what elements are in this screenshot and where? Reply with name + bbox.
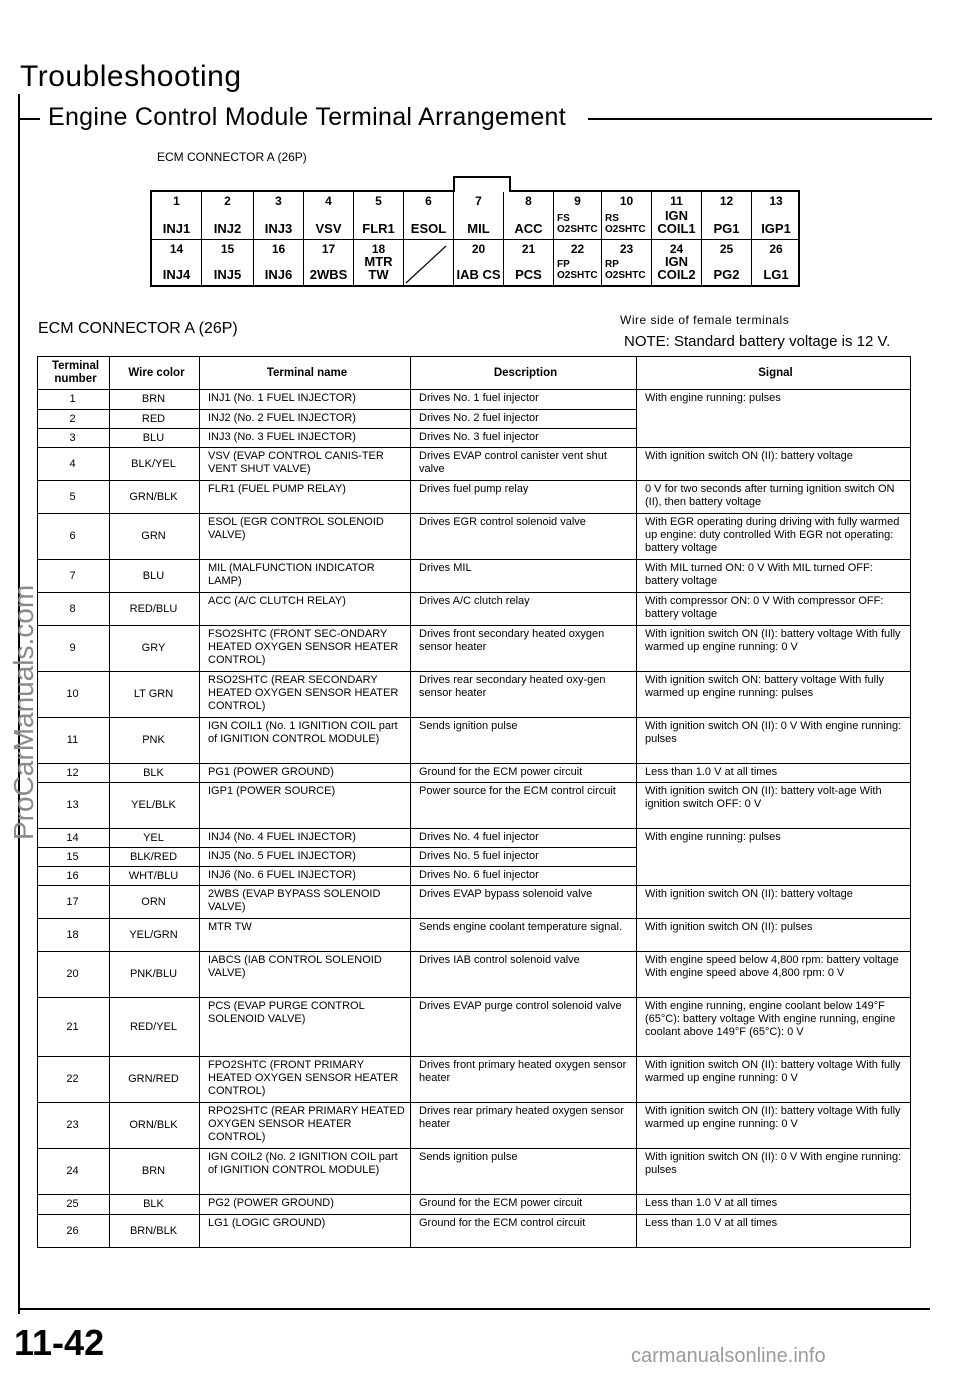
description-cell: Drives No. 1 fuel injector bbox=[411, 390, 637, 410]
connector-key-tab bbox=[453, 176, 511, 192]
terminal-number-cell: 22 bbox=[38, 1057, 110, 1103]
header-signal: Signal bbox=[637, 357, 911, 390]
signal-cell: Less than 1.0 V at all times bbox=[637, 764, 911, 783]
terminal-name-cell: RSO2SHTC (REAR SECONDARY HEATED OXYGEN SENSOR HEATER CONTROL) bbox=[200, 672, 411, 718]
wire-color-cell: BLK/YEL bbox=[110, 448, 200, 481]
connector-pin bbox=[702, 192, 752, 240]
pin-signal: ACC bbox=[514, 221, 543, 236]
pin-number: 9 bbox=[574, 194, 581, 208]
wire-color-cell: LT GRN bbox=[110, 672, 200, 718]
table-row bbox=[38, 829, 911, 848]
signal-cell: With ignition switch ON (II): battery voltage With fully warmed up engine running: 0 V bbox=[637, 1103, 911, 1149]
terminal-number-cell: 16 bbox=[38, 867, 110, 886]
watermark-bottom: carmanualsonline.info bbox=[631, 1345, 826, 1367]
terminal-name-cell: VSV (EVAP CONTROL CANIS-TER VENT SHUT VALVE) bbox=[200, 448, 411, 481]
pin-signal: PCS bbox=[515, 267, 542, 282]
table-row bbox=[38, 593, 911, 626]
wire-color-cell: PNK bbox=[110, 718, 200, 764]
pin-number: 24 bbox=[669, 242, 684, 256]
terminal-number-cell: 15 bbox=[38, 848, 110, 867]
wire-color-cell: RED/BLU bbox=[110, 593, 200, 626]
table-row bbox=[38, 626, 911, 672]
signal-cell: With ignition switch ON (II): battery voltage With fully warmed up engine running: 0 V bbox=[637, 626, 911, 672]
pin-number: 15 bbox=[220, 242, 235, 256]
terminal-number-cell: 2 bbox=[38, 410, 110, 429]
terminal-number-cell: 8 bbox=[38, 593, 110, 626]
connector-pin bbox=[304, 192, 354, 240]
empty-pin-slash bbox=[402, 240, 452, 287]
pin-signal: IAB CS bbox=[456, 267, 501, 282]
header-wire-color: Wire color bbox=[110, 357, 200, 390]
pin-signal: INJ5 bbox=[213, 267, 242, 282]
connector-pin bbox=[752, 240, 800, 285]
terminal-name-cell: PG2 (POWER GROUND) bbox=[200, 1195, 411, 1215]
description-cell: Drives No. 2 fuel injector bbox=[411, 410, 637, 429]
pin-number: 5 bbox=[375, 194, 382, 208]
footer-rule bbox=[18, 1308, 930, 1310]
description-cell: Drives No. 3 fuel injector bbox=[411, 429, 637, 448]
pin-signal: FLR1 bbox=[362, 221, 395, 236]
terminal-name-cell: INJ2 (No. 2 FUEL INJECTOR) bbox=[200, 410, 411, 429]
pin-number: 6 bbox=[425, 194, 432, 208]
pin-number: 18 bbox=[371, 242, 386, 256]
terminal-name-cell: ACC (A/C CLUTCH RELAY) bbox=[200, 593, 411, 626]
terminal-name-cell: FSO2SHTC (FRONT SEC-ONDARY HEATED OXYGEN SENSOR HEATER CONTROL) bbox=[200, 626, 411, 672]
table-row bbox=[38, 1149, 911, 1195]
signal-cell: With ignition switch ON: battery voltage With fully warmed up engine running: pulses bbox=[637, 672, 911, 718]
signal-cell: With engine running: pulses bbox=[637, 390, 911, 448]
connector-pin bbox=[304, 240, 354, 285]
pin-signal: RS O2SHTC bbox=[605, 213, 646, 235]
pin-signal: VSV bbox=[315, 221, 342, 236]
terminal-number-cell: 4 bbox=[38, 448, 110, 481]
connector-pin bbox=[602, 240, 652, 285]
table-row bbox=[38, 764, 911, 783]
connector-pin bbox=[702, 240, 752, 285]
table-row bbox=[38, 952, 911, 998]
terminal-name-cell: IABCS (IAB CONTROL SOLENOID VALVE) bbox=[200, 952, 411, 998]
connector-pin bbox=[554, 192, 602, 240]
table-row bbox=[38, 919, 911, 952]
terminal-name-cell: IGN COIL2 (No. 2 IGNITION COIL part of IGNITION CONTROL MODULE) bbox=[200, 1149, 411, 1195]
wire-color-cell: BLK/RED bbox=[110, 848, 200, 867]
pin-signal: 2WBS bbox=[309, 267, 348, 282]
connector-pin bbox=[752, 192, 800, 240]
connector-pin bbox=[152, 192, 202, 240]
pin-signal: INJ2 bbox=[213, 221, 242, 236]
pin-number: 13 bbox=[769, 194, 783, 208]
wire-color-cell: GRY bbox=[110, 626, 200, 672]
terminal-name-cell: INJ5 (No. 5 FUEL INJECTOR) bbox=[200, 848, 411, 867]
connector-pin bbox=[602, 192, 652, 240]
signal-cell: With engine running, engine coolant below 149°F (65°C): battery voltage With engine running, engine coolant above 149°F (65°C): 0 V bbox=[637, 998, 911, 1057]
signal-cell: With ignition switch ON (II): pulses bbox=[637, 919, 911, 952]
description-cell: Drives No. 5 fuel injector bbox=[411, 848, 637, 867]
header-terminal-number: Terminal number bbox=[38, 357, 110, 390]
header-terminal-name: Terminal name bbox=[200, 357, 411, 390]
table-row bbox=[38, 998, 911, 1057]
pin-signal: RP O2SHTC bbox=[605, 259, 646, 281]
wire-color-cell: BRN bbox=[110, 390, 200, 410]
pin-signal: LG1 bbox=[763, 267, 789, 282]
signal-cell: With ignition switch ON (II): battery volt-age With ignition switch OFF: 0 V bbox=[637, 783, 911, 829]
description-cell: Drives EVAP purge control solenoid valve bbox=[411, 998, 637, 1057]
wire-side-note: Wire side of female terminals bbox=[620, 313, 790, 327]
terminal-number-cell: 6 bbox=[38, 514, 110, 560]
description-cell: Drives rear secondary heated oxy-gen sensor heater bbox=[411, 672, 637, 718]
wire-color-cell: RED/YEL bbox=[110, 998, 200, 1057]
connector-pin bbox=[652, 192, 702, 240]
pin-number: 21 bbox=[521, 242, 536, 256]
connector-pin bbox=[404, 192, 454, 240]
terminal-name-cell: ESOL (EGR CONTROL SOLENOID VALVE) bbox=[200, 514, 411, 560]
pin-signal: PG2 bbox=[713, 267, 740, 282]
connector-pin bbox=[354, 240, 404, 285]
signal-cell: With ignition switch ON (II): battery voltage With fully warmed up engine running: 0 V bbox=[637, 1057, 911, 1103]
connector-label: ECM CONNECTOR A (26P) bbox=[157, 150, 307, 164]
terminal-name-cell: IGN COIL1 (No. 1 IGNITION COIL part of IGNITION CONTROL MODULE) bbox=[200, 718, 411, 764]
terminal-name-cell: RPO2SHTC (REAR PRIMARY HEATED OXYGEN SENSOR HEATER CONTROL) bbox=[200, 1103, 411, 1149]
connector-pin bbox=[202, 192, 254, 240]
connector-pin bbox=[254, 240, 304, 285]
wire-color-cell: GRN/RED bbox=[110, 1057, 200, 1103]
pin-number: 1 bbox=[173, 194, 180, 208]
description-cell: Drives front primary heated oxygen sensor heater bbox=[411, 1057, 637, 1103]
terminal-name-cell: LG1 (LOGIC GROUND) bbox=[200, 1215, 411, 1248]
description-cell: Drives rear primary heated oxygen sensor heater bbox=[411, 1103, 637, 1149]
wire-color-cell: YEL/GRN bbox=[110, 919, 200, 952]
description-cell: Drives MIL bbox=[411, 560, 637, 593]
terminal-number-cell: 12 bbox=[38, 764, 110, 783]
description-cell: Drives No. 6 fuel injector bbox=[411, 867, 637, 886]
table-row bbox=[38, 1195, 911, 1215]
pin-number: 4 bbox=[325, 194, 332, 208]
table-header-row bbox=[38, 357, 911, 390]
terminal-table bbox=[37, 356, 911, 1248]
signal-cell: With ignition switch ON (II): battery voltage bbox=[637, 448, 911, 481]
wire-color-cell: GRN bbox=[110, 514, 200, 560]
pin-number: 23 bbox=[619, 242, 634, 256]
description-cell: Drives EVAP control canister vent shut valve bbox=[411, 448, 637, 481]
pin-number: 10 bbox=[619, 194, 634, 208]
description-cell: Drives front secondary heated oxygen sensor heater bbox=[411, 626, 637, 672]
terminal-number-cell: 7 bbox=[38, 560, 110, 593]
table-row bbox=[38, 672, 911, 718]
page-number: 11-42 bbox=[14, 1322, 105, 1363]
signal-cell: With compressor ON: 0 V With compressor OFF: battery voltage bbox=[637, 593, 911, 626]
pin-signal: IGP1 bbox=[761, 221, 791, 236]
signal-cell: With ignition switch ON (II): 0 V With engine running: pulses bbox=[637, 718, 911, 764]
wire-color-cell: GRN/BLK bbox=[110, 481, 200, 514]
description-cell: Drives EVAP bypass solenoid valve bbox=[411, 886, 637, 919]
terminal-number-cell: 18 bbox=[38, 919, 110, 952]
terminal-number-cell: 3 bbox=[38, 429, 110, 448]
watermark-left: ProCarManuals.com bbox=[8, 584, 39, 840]
wire-color-cell: ORN bbox=[110, 886, 200, 919]
description-cell: Sends ignition pulse bbox=[411, 718, 637, 764]
pin-number: 25 bbox=[719, 242, 734, 256]
pin-number: 22 bbox=[570, 242, 585, 256]
description-cell: Drives No. 4 fuel injector bbox=[411, 829, 637, 848]
pin-signal: PG1 bbox=[713, 221, 740, 236]
page-title: Troubleshooting bbox=[20, 60, 242, 93]
terminal-number-cell: 25 bbox=[38, 1195, 110, 1215]
wire-color-cell: PNK/BLU bbox=[110, 952, 200, 998]
connector-pin bbox=[152, 240, 202, 285]
section-subtitle: Engine Control Module Terminal Arrangement bbox=[48, 103, 566, 131]
terminal-number-cell: 21 bbox=[38, 998, 110, 1057]
signal-cell: With engine speed below 4,800 rpm: battery voltage With engine speed above 4,800 rpm: 0 V bbox=[637, 952, 911, 998]
terminal-number-cell: 24 bbox=[38, 1149, 110, 1195]
pin-signal: INJ1 bbox=[162, 221, 191, 236]
connector-pin bbox=[254, 192, 304, 240]
terminal-name-cell: FPO2SHTC (FRONT PRIMARY HEATED OXYGEN SENSOR HEATER CONTROL) bbox=[200, 1057, 411, 1103]
description-cell: Sends ignition pulse bbox=[411, 1149, 637, 1195]
terminal-name-cell: MTR TW bbox=[200, 919, 411, 952]
connector-pin bbox=[652, 240, 702, 285]
pin-number: 2 bbox=[224, 194, 231, 208]
signal-cell: With EGR operating during driving with fully warmed up engine: duty controlled With EGR not operating: battery voltage bbox=[637, 514, 911, 560]
connector-pin bbox=[554, 240, 602, 285]
wire-color-cell: BLU bbox=[110, 429, 200, 448]
table-row bbox=[38, 1215, 911, 1248]
terminal-name-cell: INJ6 (No. 6 FUEL INJECTOR) bbox=[200, 867, 411, 886]
pin-number: 11 bbox=[670, 194, 683, 208]
pin-signal: INJ3 bbox=[264, 221, 293, 236]
wire-color-cell: BLK bbox=[110, 764, 200, 783]
pin-signal: INJ6 bbox=[264, 267, 293, 282]
signal-cell: With ignition switch ON (II): battery voltage bbox=[637, 886, 911, 919]
table-row bbox=[38, 718, 911, 764]
table-row bbox=[38, 560, 911, 593]
table-row bbox=[38, 514, 911, 560]
description-cell: Power source for the ECM control circuit bbox=[411, 783, 637, 829]
terminal-number-cell: 13 bbox=[38, 783, 110, 829]
terminal-number-cell: 23 bbox=[38, 1103, 110, 1149]
table-row bbox=[38, 1103, 911, 1149]
table-row bbox=[38, 481, 911, 514]
description-cell: Drives fuel pump relay bbox=[411, 481, 637, 514]
wire-color-cell: YEL bbox=[110, 829, 200, 848]
header-rule-short bbox=[18, 118, 40, 120]
pin-signal: MTR TW bbox=[364, 254, 393, 282]
pin-signal: ESOL bbox=[410, 221, 447, 236]
wire-color-cell: BLU bbox=[110, 560, 200, 593]
header-description: Description bbox=[411, 357, 637, 390]
table-connector-label: ECM CONNECTOR A (26P) bbox=[38, 320, 238, 337]
wire-color-cell: BRN/BLK bbox=[110, 1215, 200, 1248]
signal-cell: With engine running: pulses bbox=[637, 829, 911, 886]
wire-color-cell: BRN bbox=[110, 1149, 200, 1195]
terminal-number-cell: 14 bbox=[38, 829, 110, 848]
pin-signal: INJ4 bbox=[162, 267, 191, 282]
terminal-number-cell: 17 bbox=[38, 886, 110, 919]
wire-color-cell: BLK bbox=[110, 1195, 200, 1215]
terminal-number-cell: 5 bbox=[38, 481, 110, 514]
terminal-number-cell: 20 bbox=[38, 952, 110, 998]
connector-pin bbox=[202, 240, 254, 285]
table-row bbox=[38, 1057, 911, 1103]
pin-number: 3 bbox=[275, 194, 282, 208]
terminal-number-cell: 9 bbox=[38, 626, 110, 672]
pin-signal: FS O2SHTC bbox=[557, 213, 598, 235]
connector-pin bbox=[504, 192, 554, 240]
table-row bbox=[38, 448, 911, 481]
signal-cell: With ignition switch ON (II): 0 V With engine running: pulses bbox=[637, 1149, 911, 1195]
terminal-name-cell: FLR1 (FUEL PUMP RELAY) bbox=[200, 481, 411, 514]
pin-number: 7 bbox=[475, 194, 482, 208]
terminal-number-cell: 26 bbox=[38, 1215, 110, 1248]
description-cell: Ground for the ECM power circuit bbox=[411, 764, 637, 783]
terminal-name-cell: MIL (MALFUNCTION INDICATOR LAMP) bbox=[200, 560, 411, 593]
table-row bbox=[38, 390, 911, 410]
table-row bbox=[38, 783, 911, 829]
description-cell: Sends engine coolant temperature signal. bbox=[411, 919, 637, 952]
terminal-name-cell: PG1 (POWER GROUND) bbox=[200, 764, 411, 783]
pin-number: 17 bbox=[321, 242, 336, 256]
pin-signal: MIL bbox=[467, 221, 490, 236]
wire-color-cell: RED bbox=[110, 410, 200, 429]
table-row bbox=[38, 886, 911, 919]
connector-pin bbox=[454, 240, 504, 285]
pin-number: 20 bbox=[471, 242, 486, 256]
terminal-name-cell: PCS (EVAP PURGE CONTROL SOLENOID VALVE) bbox=[200, 998, 411, 1057]
terminal-name-cell: INJ4 (No. 4 FUEL INJECTOR) bbox=[200, 829, 411, 848]
terminal-name-cell: INJ3 (No. 3 FUEL INJECTOR) bbox=[200, 429, 411, 448]
terminal-number-cell: 1 bbox=[38, 390, 110, 410]
connector-pin bbox=[504, 240, 554, 285]
connector-pin bbox=[354, 192, 404, 240]
description-cell: Ground for the ECM power circuit bbox=[411, 1195, 637, 1215]
signal-cell: 0 V for two seconds after turning ignition switch ON (II), then battery voltage bbox=[637, 481, 911, 514]
terminal-number-cell: 11 bbox=[38, 718, 110, 764]
description-cell: Drives EGR control solenoid valve bbox=[411, 514, 637, 560]
pin-number: 12 bbox=[719, 194, 734, 208]
description-cell: Drives IAB control solenoid valve bbox=[411, 952, 637, 998]
signal-cell: Less than 1.0 V at all times bbox=[637, 1195, 911, 1215]
description-cell: Ground for the ECM control circuit bbox=[411, 1215, 637, 1248]
pin-number: 26 bbox=[769, 242, 783, 256]
description-cell: Drives A/C clutch relay bbox=[411, 593, 637, 626]
signal-cell: Less than 1.0 V at all times bbox=[637, 1215, 911, 1248]
pin-signal: IGN COIL1 bbox=[657, 208, 696, 236]
voltage-note: NOTE: Standard battery voltage is 12 V. bbox=[624, 333, 891, 350]
wire-color-cell: ORN/BLK bbox=[110, 1103, 200, 1149]
pin-number: 16 bbox=[271, 242, 286, 256]
wire-color-cell: WHT/BLU bbox=[110, 867, 200, 886]
signal-cell: With MIL turned ON: 0 V With MIL turned OFF: battery voltage bbox=[637, 560, 911, 593]
header-rule-right bbox=[588, 118, 932, 120]
pin-signal: FP O2SHTC bbox=[557, 259, 598, 281]
terminal-name-cell: INJ1 (No. 1 FUEL INJECTOR) bbox=[200, 390, 411, 410]
wire-color-cell: YEL/BLK bbox=[110, 783, 200, 829]
connector-pin bbox=[454, 192, 504, 240]
pin-number: 14 bbox=[169, 242, 184, 256]
terminal-name-cell: IGP1 (POWER SOURCE) bbox=[200, 783, 411, 829]
terminal-name-cell: 2WBS (EVAP BYPASS SOLENOID VALVE) bbox=[200, 886, 411, 919]
connector-diagram bbox=[150, 190, 800, 287]
pin-number: 8 bbox=[525, 194, 532, 208]
pin-signal: IGN COIL2 bbox=[657, 254, 696, 282]
terminal-number-cell: 10 bbox=[38, 672, 110, 718]
